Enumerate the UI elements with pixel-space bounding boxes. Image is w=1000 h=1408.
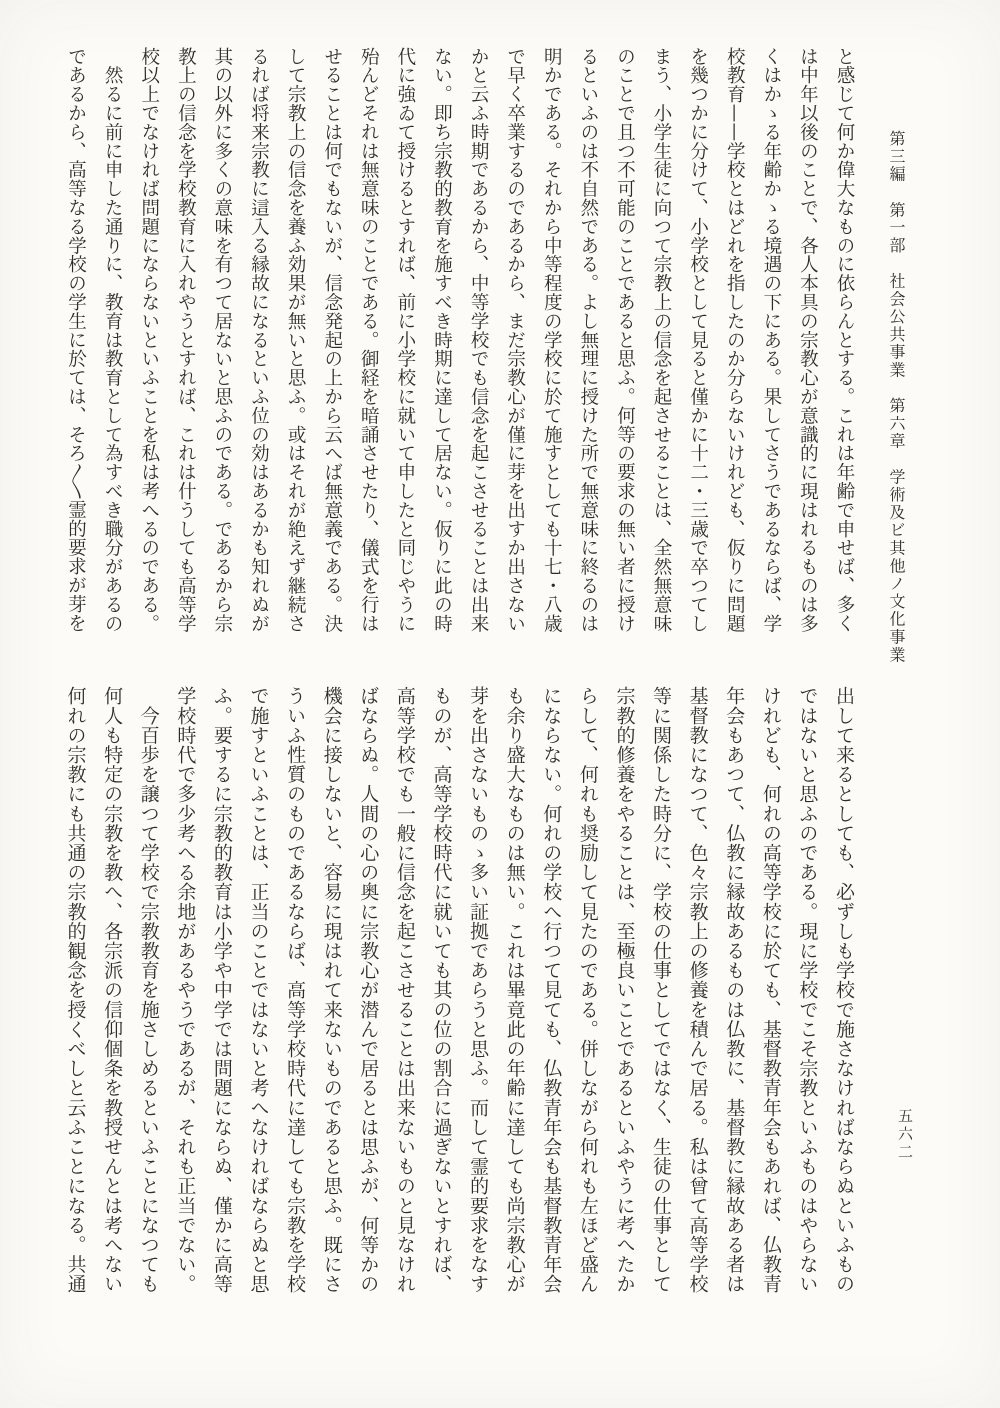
text-column: るといふのは不自然である。よし無理に授けた所で無意味に終るのは [577, 47, 599, 633]
text-column: 殆んどそれは無意味のことである。御経を暗誦させたり、儀式を行は [358, 47, 380, 633]
text-column: は中年以後のことで、各人本具の宗教心が意識的に現はれるものは多 [797, 47, 819, 633]
text-column: くはかゝる年齢かゝる境遇の下にある。果してさうであるならば、学 [760, 47, 782, 633]
text-column: 高等学校でも一般に信念を起こさせることは出来ないものと見なけれ [393, 686, 416, 1294]
text-column: 基督教になつて、色々宗教上の修養を積んで居る。私は曾て高等学校 [686, 686, 709, 1294]
text-block-bottom [57, 686, 862, 1304]
text-column: 明かである。それから中等程度の学校に於て施すとしても十七・八歳 [541, 47, 563, 633]
text-column: らして、何れも奨励して見たのである。併しながら何れも左ほど盛ん [576, 686, 599, 1294]
text-column: 宗教的修養をやることは、至極良いことであるといふやうに考へたか [613, 686, 636, 1294]
text-column: 然るに前に申した通りに、教育は教育として為すべき職分があるの [102, 47, 124, 633]
text-column: ものが、高等学校時代に就いても其の位の割合に過ぎないとすれば、 [430, 686, 453, 1294]
page-number: 五六二 [896, 1108, 914, 1162]
text-column: 何人も特定の宗教を教へ、各宗派の信仰個条を教授せんとは考へない [101, 686, 124, 1294]
text-column: 校教育——学校とはどれを指したのか分らないけれども、仮りに問題 [724, 47, 746, 633]
text-column: 出して来るとしても、必ずしも学校で施さなければならぬといふもの [833, 686, 855, 1294]
text-column: けれども、何れの高等学校に於ても、基督教青年会もあれば、仏教青 [759, 686, 782, 1294]
text-column: ない。即ち宗教的教育を施すべき時期に達して居ない。仮りに此の時 [431, 47, 453, 633]
running-head: 第三編 第一部 社会公共事業 第六章 学術及ビ其他ノ文化事業 [887, 130, 906, 664]
text-column: 教上の信念を学校教育に入れやうとすれば、これは什うしても高等学 [175, 47, 197, 633]
text-column: ふ。要するに宗教的教育は小学や中学では問題にならぬ、僅かに高等 [210, 686, 233, 1294]
text-column: 何れの宗教にも共通の宗教的観念を授くべしと云ふことになる。共通 [64, 686, 87, 1294]
text-column: 其の以外に多くの意味を有つて居ないと思ふのである。であるから宗 [211, 47, 233, 633]
text-column: で早く卒業するのであるから、まだ宗教心が僅に芽を出すか出さない [504, 47, 526, 633]
text-column: で施すといふことは、正当のことではないと考へなければならぬと思 [247, 686, 270, 1294]
text-column: であるから、高等なる学校の学生に於ては、そろ〳〵霊的要求が芽を [65, 47, 87, 633]
text-column: も余り盛大なものは無い。これは畢竟此の年齢に達しても尚宗教心が [503, 686, 526, 1294]
text-column: のことで且つ不可能のことであると思ふ。何等の要求の無い者に授け [614, 47, 636, 633]
text-column: 学校時代で多少考へる余地があるやうであるが、それも正当でない。 [174, 686, 197, 1294]
text-column: 今百歩を譲つて学校で宗教教育を施さしめるといふことになつても [137, 686, 160, 1294]
text-block-top [57, 47, 862, 647]
text-column: 年会もあつて、仏教に縁故あるものは仏教に、基督教に縁故ある者は [723, 686, 746, 1294]
text-column: ではないと思ふのである。現に学校でこそ宗教といふものはやらない [796, 686, 819, 1294]
text-column: まう、小学生徒に向つて宗教上の信念を起させることは、全然無意味 [651, 47, 673, 633]
text-column: と感じて何か偉大なものに依らんとする。これは年齢で申せば、多く [834, 47, 855, 633]
text-column: かと云ふ時期であるから、中等学校でも信念を起こさせることは出来 [468, 47, 490, 633]
text-column: 芽を出さないものゝ多い証拠であらうと思ふ。而して霊的要求をなす [467, 686, 490, 1294]
text-column: ういふ性質のものであるならば、高等学校時代に達しても宗教を学校 [284, 686, 307, 1294]
text-column: 代に強ゐて授けるとすれば、前に小学校に就いて申したと同じやうに [394, 47, 416, 633]
text-column: 機会に接しないと、容易に現はれて来ないものであると思ふ。既にさ [320, 686, 343, 1294]
text-column: 校以上でなければ問題にならないといふことを私は考へるのである。 [138, 47, 160, 633]
text-column: して宗教上の信念を養ふ効果が無いと思ふ。或はそれが絶えず継続さ [285, 47, 307, 633]
text-column: ばならぬ。人間の心の奥に宗教心が潜んで居るとは思ふが、何等かの [357, 686, 380, 1294]
text-column: を幾つかに分けて、小学校として見ると僅かに十二・三歳で卒つてし [687, 47, 709, 633]
text-column: 等に関係した時分に、学校の仕事としてではなく、生徒の仕事として [650, 686, 673, 1294]
text-column: るれば将来宗教に這入る縁故になるといふ位の効はあるかも知れぬが [248, 47, 270, 633]
text-column: せることは何でもないが、信念発起の上から云へば無意義である。決 [321, 47, 343, 633]
text-column: にならない。何れの学校へ行つて見ても、仏教青年会も基督教青年会 [540, 686, 563, 1294]
